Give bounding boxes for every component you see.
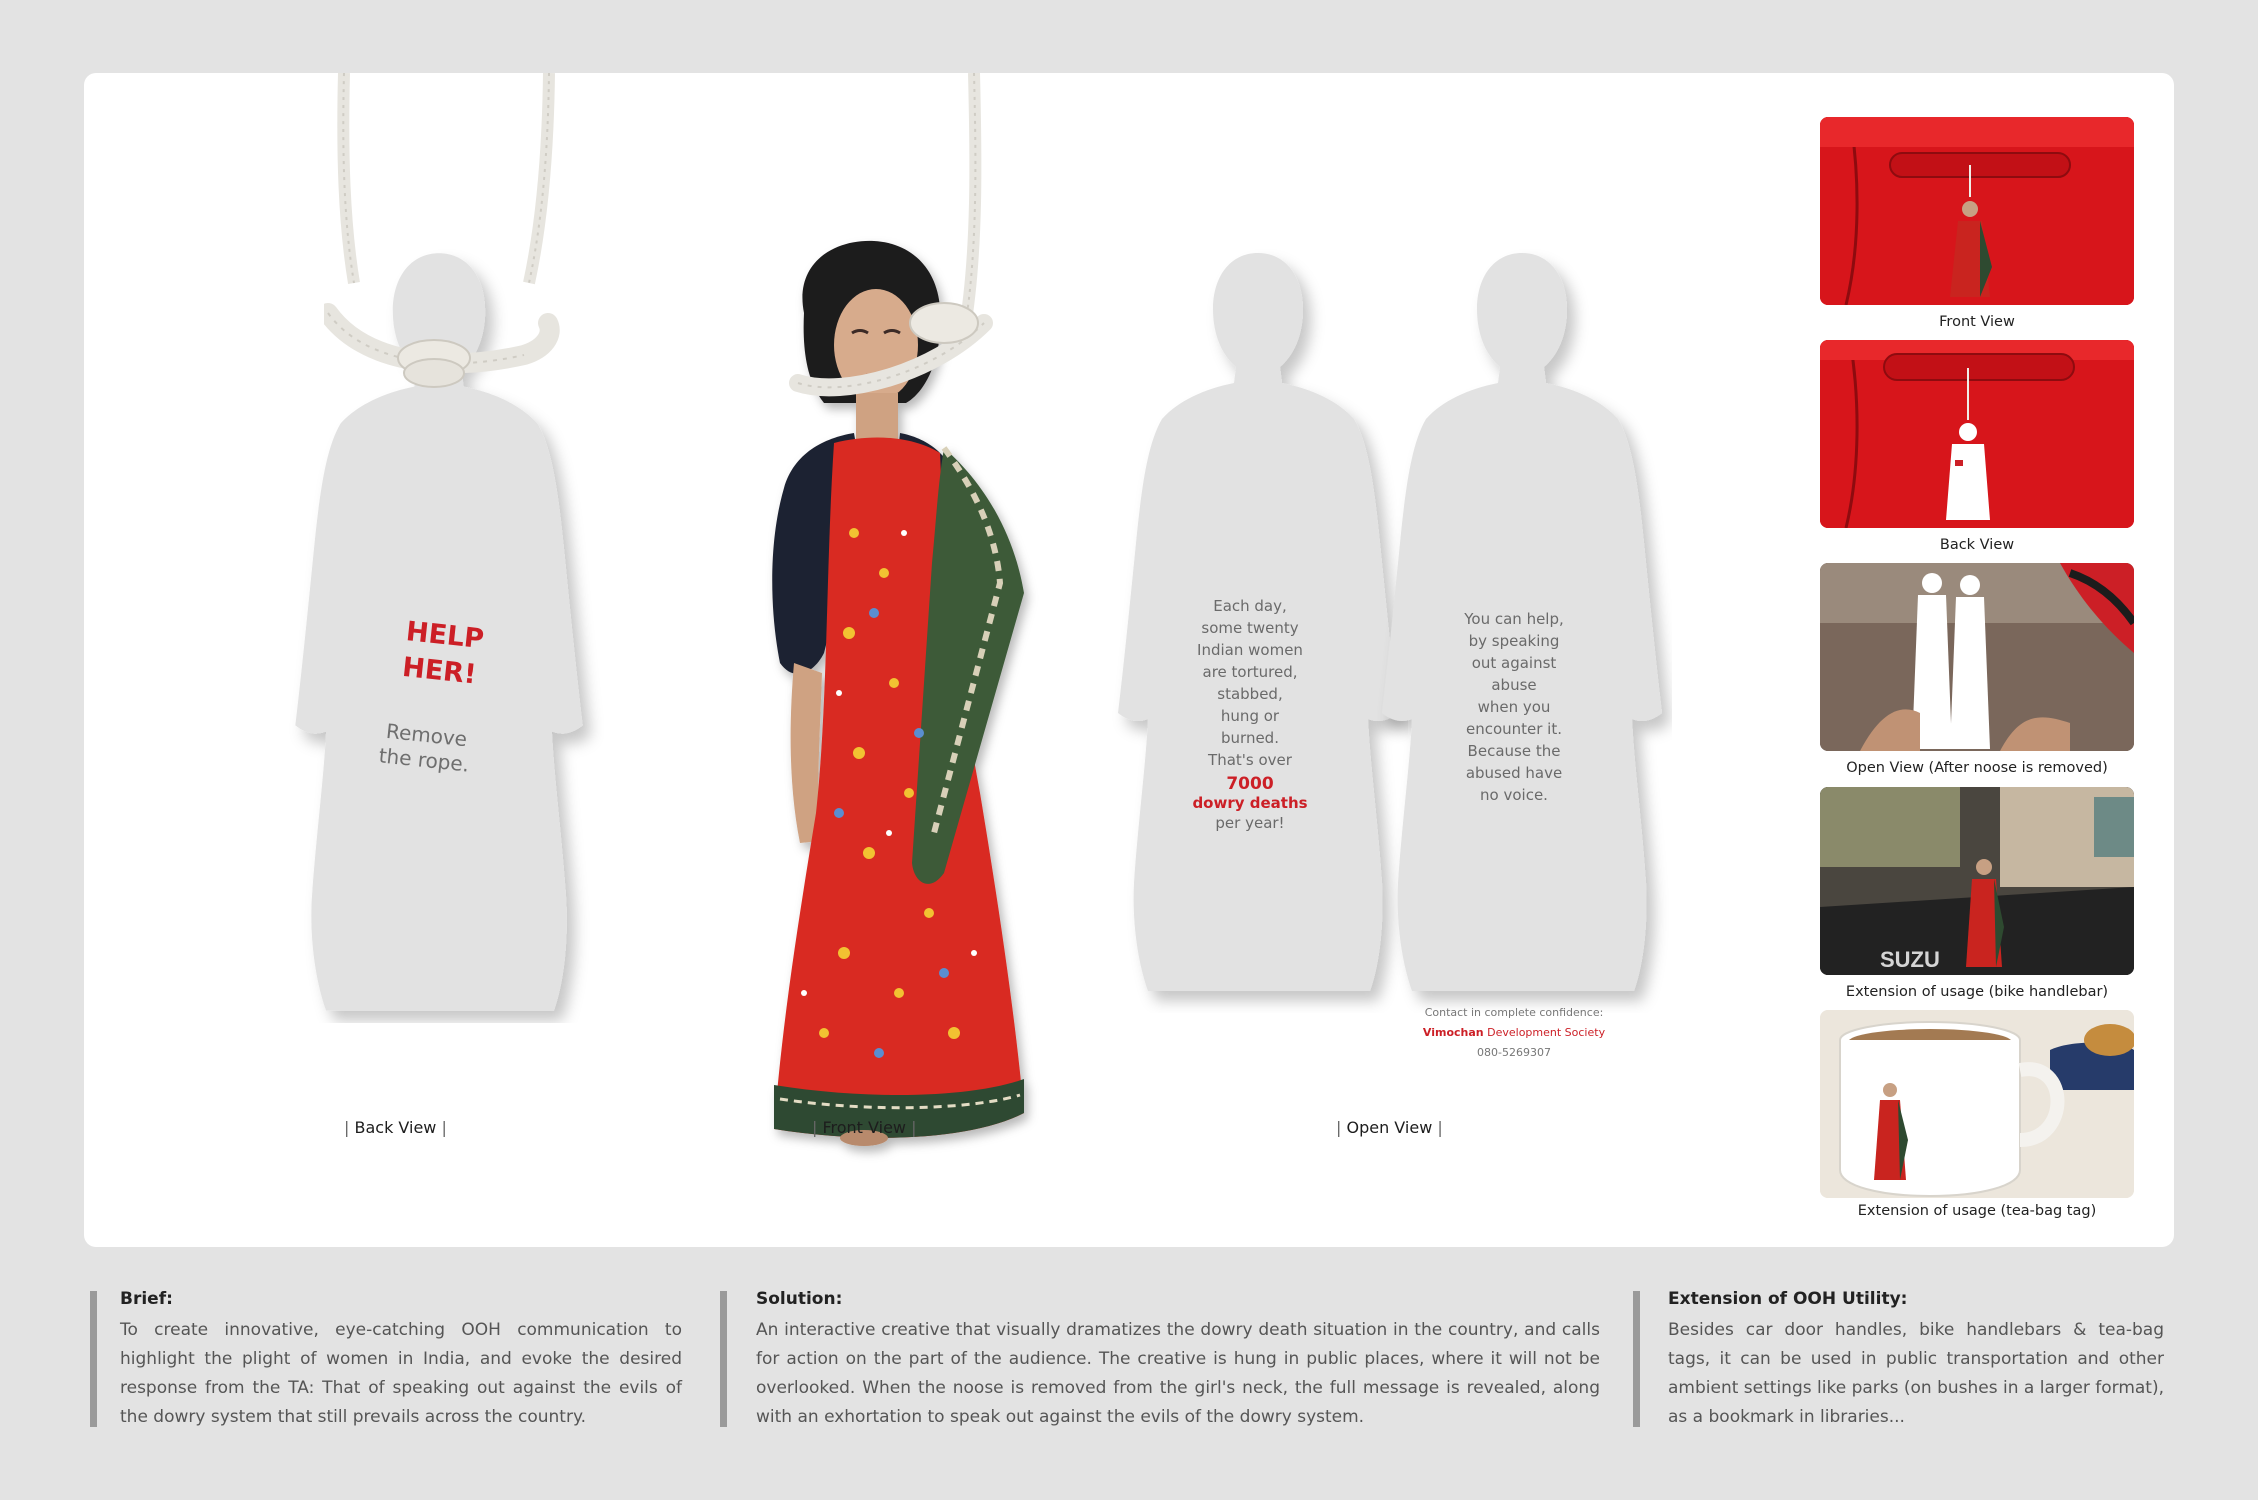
remove-line-1: Remove bbox=[385, 718, 469, 752]
caption-bar-right: | bbox=[911, 1118, 917, 1137]
stat-tail: per year! bbox=[1215, 814, 1285, 832]
extension-title: Extension of OOH Utility: bbox=[1668, 1289, 1908, 1309]
bike-handlebar-image bbox=[1820, 787, 2134, 975]
front-view-caption bbox=[812, 1118, 917, 1137]
stat-line: Indian women bbox=[1197, 641, 1303, 659]
cta-line: abused have bbox=[1465, 764, 1563, 782]
thumbnail-caption-open: Open View (After noose is removed) bbox=[1846, 760, 2108, 776]
cta-line: no voice. bbox=[1480, 786, 1548, 804]
org-name-line bbox=[1404, 1023, 1624, 1043]
open-view-caption bbox=[1336, 1118, 1443, 1137]
cta-line: when you bbox=[1477, 698, 1551, 716]
thumbnail-caption-back: Back View bbox=[1939, 537, 2015, 553]
brief-title: Brief: bbox=[120, 1289, 173, 1309]
org-name: Vimochan bbox=[1422, 1026, 1484, 1039]
svg-text:SUZU: SUZU bbox=[1880, 947, 1940, 972]
stat-line: some twenty bbox=[1201, 619, 1299, 637]
thumbnail-caption-tea: Extension of usage (tea-bag tag) bbox=[1857, 1203, 2097, 1219]
thumbnail-car-back bbox=[1820, 340, 2134, 528]
help-line-2: HER! bbox=[400, 651, 478, 691]
remove-rope-text bbox=[378, 718, 473, 777]
open-view-label: Open View bbox=[1346, 1118, 1433, 1137]
caption-bar-left: | bbox=[812, 1118, 818, 1137]
caption-bar-left: | bbox=[1336, 1118, 1342, 1137]
stat-number: 7000 bbox=[1226, 774, 1274, 794]
org-name-rest: Development Society bbox=[1487, 1026, 1606, 1039]
thumbnail-caption-bike: Extension of usage (bike handlebar) bbox=[1845, 984, 2109, 1000]
remove-line-2: the rope. bbox=[377, 743, 471, 777]
open-view-call-to-action-text bbox=[1434, 608, 1594, 806]
brief-rule bbox=[90, 1291, 97, 1427]
tea-cup-image bbox=[1820, 1010, 2134, 1198]
open-view-statistic-text bbox=[1170, 595, 1330, 834]
back-view-caption bbox=[344, 1118, 447, 1137]
help-her-headline bbox=[400, 614, 485, 694]
extension-rule bbox=[1633, 1291, 1640, 1427]
caption-bar-left: | bbox=[344, 1118, 350, 1137]
contact-block bbox=[1404, 1003, 1624, 1063]
back-view-label: Back View bbox=[354, 1118, 437, 1137]
caption-bar-right: | bbox=[1437, 1118, 1443, 1137]
stat-line: That's over bbox=[1208, 751, 1292, 769]
car-door-front-image bbox=[1820, 117, 2134, 305]
help-line-1: HELP bbox=[404, 616, 486, 656]
cta-line: Because the bbox=[1467, 742, 1561, 760]
thumbnail-caption-front: Front View bbox=[1939, 314, 2015, 330]
thumbnail-bike bbox=[1820, 787, 2134, 975]
front-view-label: Front View bbox=[822, 1118, 907, 1137]
solution-body: An interactive creative that visually dramatizes the dowry death situation in the country, and calls for action on the part of the audience. The creative is hung in public places, where it will not be overlooked. When the noose is removed from the girl's neck, the full message is revealed, along with an exhortation to speak out against the evils of the dowry system. bbox=[756, 1320, 1600, 1427]
contact-line: Contact in complete confidence: bbox=[1424, 1006, 1604, 1019]
stat-line: burned. bbox=[1221, 729, 1279, 747]
stat-line: hung or bbox=[1220, 707, 1280, 725]
noose-rope-back bbox=[324, 73, 564, 413]
stat-label: dowry deaths bbox=[1192, 794, 1308, 812]
caption-bar-right: | bbox=[441, 1118, 447, 1137]
cta-line: encounter it. bbox=[1465, 720, 1563, 738]
extension-body: Besides car door handles, bike handlebars & tea-bag tags, it can be used in public transportation and other ambient settings like parks (on bushes in a larger format), as a bookmark in libraries... bbox=[1668, 1320, 2164, 1427]
phone-number: 080-5269307 bbox=[1477, 1046, 1551, 1059]
solution-title: Solution: bbox=[756, 1289, 843, 1309]
cta-line: by speaking bbox=[1468, 632, 1560, 650]
stat-line: Each day, bbox=[1213, 597, 1287, 615]
car-door-back-image bbox=[1820, 340, 2134, 528]
cta-line: abuse bbox=[1491, 676, 1537, 694]
thumbnail-car-front bbox=[1820, 117, 2134, 305]
solution-rule bbox=[720, 1291, 727, 1427]
cta-line: You can help, bbox=[1464, 610, 1564, 628]
brief-body: To create innovative, eye-catching OOH communication to highlight the plight of women in India, and evoke the desired response from the TA: That of speaking out against the evils of the dowry system that still prevails across the country. bbox=[120, 1320, 682, 1427]
noose-rope-front bbox=[784, 73, 1004, 413]
stat-line: stabbed, bbox=[1217, 685, 1283, 703]
stat-line: are tortured, bbox=[1202, 663, 1298, 681]
thumbnail-open-view bbox=[1820, 563, 2134, 751]
open-view-in-hand-image bbox=[1820, 563, 2134, 751]
cta-line: out against bbox=[1471, 654, 1557, 672]
thumbnail-tea-cup bbox=[1820, 1010, 2134, 1198]
